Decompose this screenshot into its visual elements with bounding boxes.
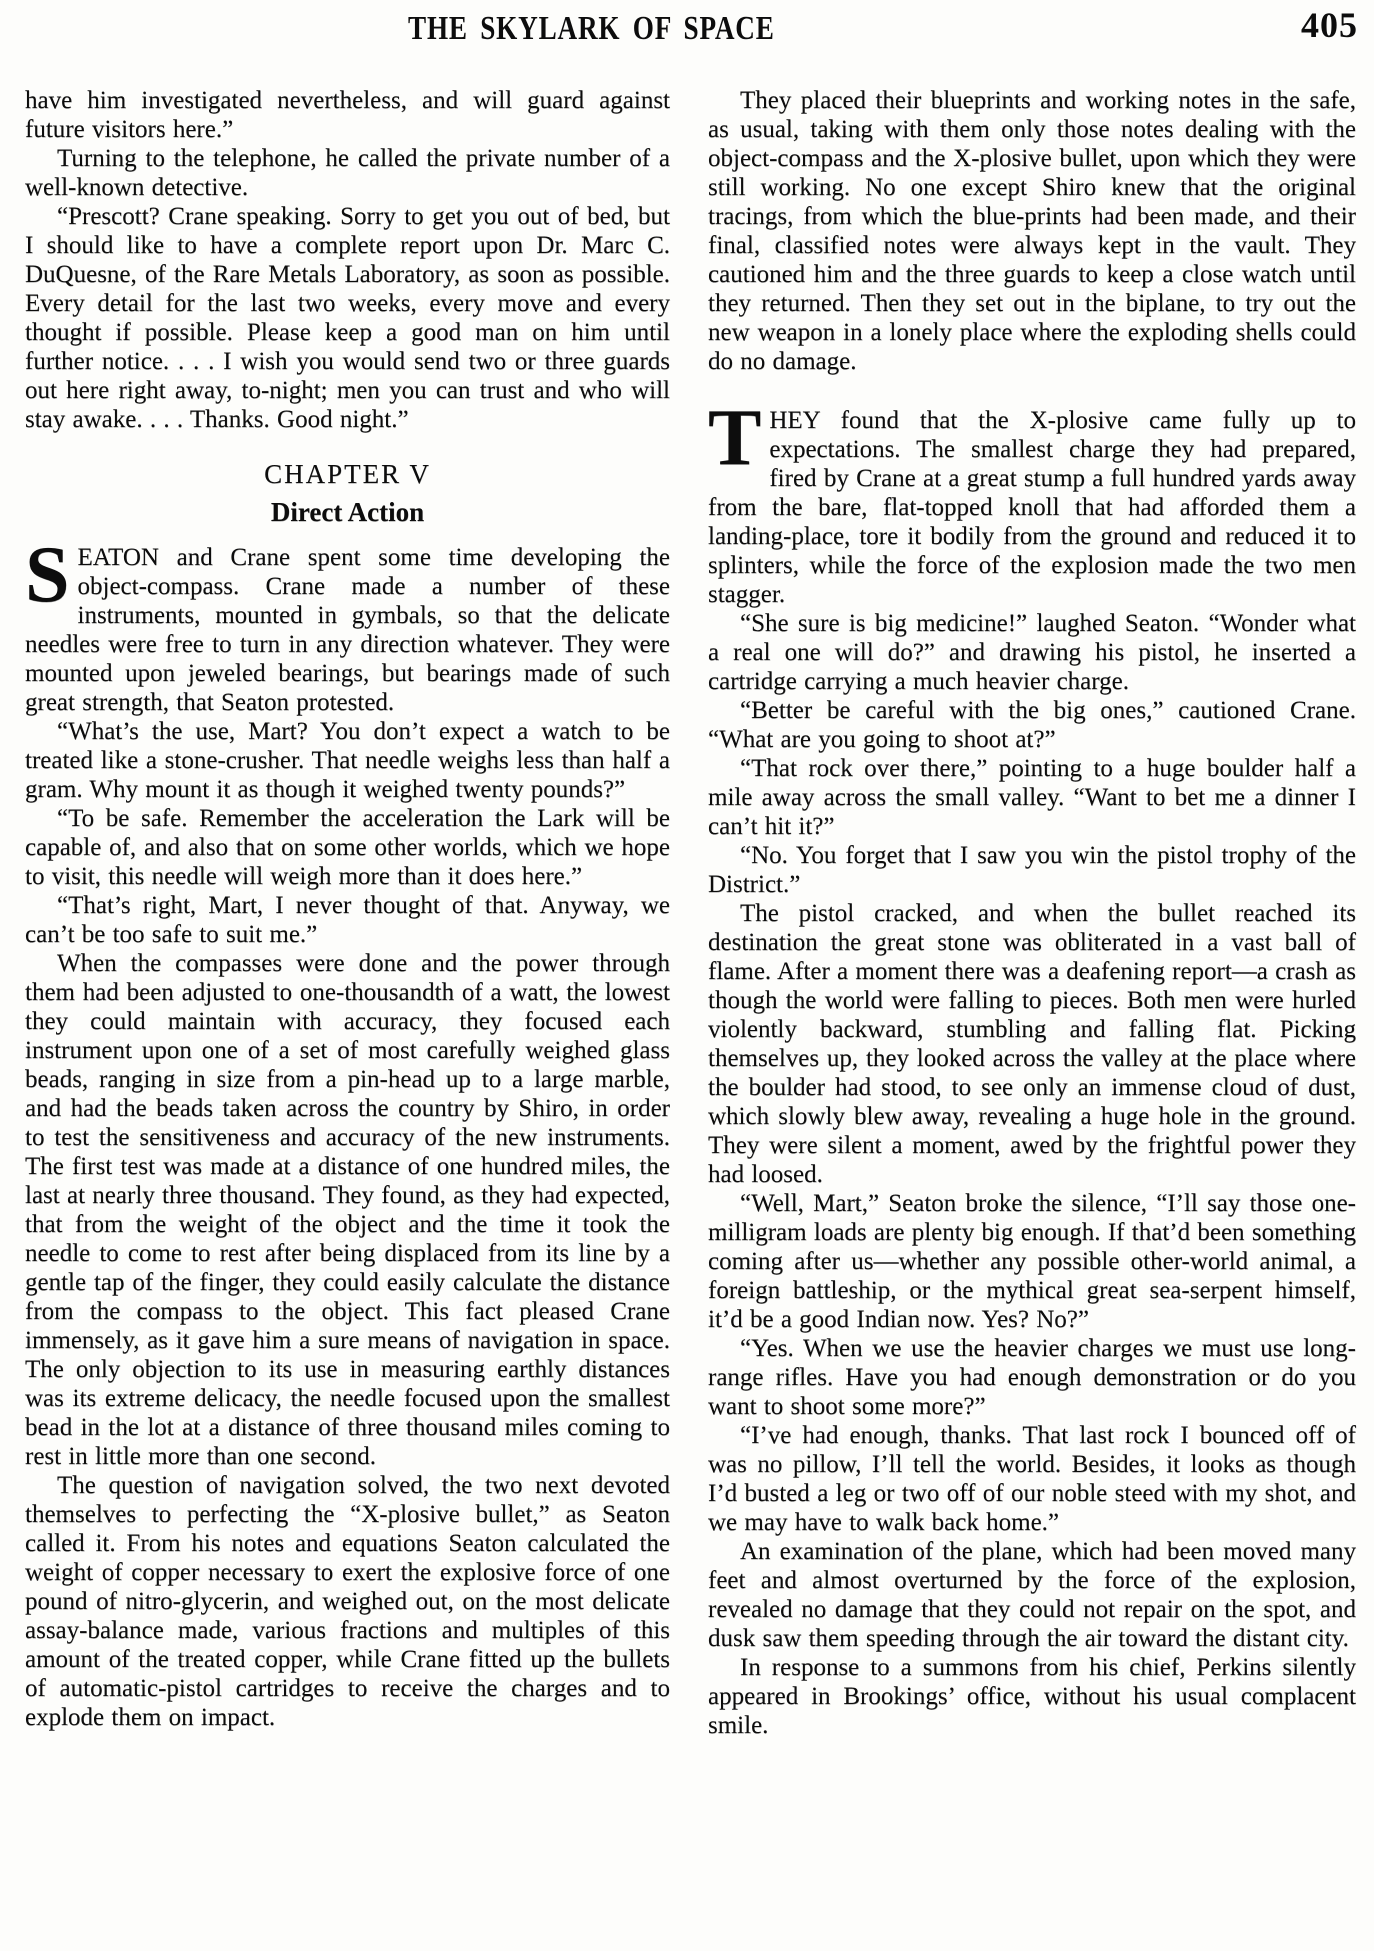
paragraph: They placed their blueprints and working notes in the safe, as usual, taking with them only those notes dealing with the object-compass and the X-plosive bullet, upon which they were still working. No one except Shiro knew that the original tracings, from which the blue-prints had been made, and their final, classified notes were always kept in the vault. They cautioned him and the three guards to keep a close watch until they returned. Then they set out in the biplane, to try out the new weapon in a lonely place where the exploding shells could do no damage. <box>708 87 1356 375</box>
chapter-heading: CHAPTER V <box>264 459 431 489</box>
paragraph: “That’s right, Mart, I never thought of that. Anyway, we can’t be too safe to suit me.” <box>25 892 670 948</box>
paragraph: “No. You forget that I saw you win the pistol trophy of the District.” <box>708 842 1356 898</box>
paragraph: have him investigated nevertheless, and will guard against future visitors here.” <box>25 87 670 143</box>
right-column <box>708 86 1356 1740</box>
paragraph: “Better be careful with the big ones,” cautioned Crane. “What are you going to shoot at?” <box>708 697 1356 753</box>
paragraph: “What’s the use, Mart? You don’t expect a watch to be treated like a stone-crusher. That needle weighs less than half a gram. Why mount it as though it weighed twenty pounds?” <box>25 718 670 803</box>
paragraph: “Prescott? Crane speaking. Sorry to get you out of bed, but I should like to have a complete report upon Dr. Marc C. DuQuesne, of the Rare Metals Laboratory, as soon as possible. Every detail for the last two weeks, every move and every thought if possible. Please keep a good man on him until further notice. . . . I wish you would send two or three guards out here right away, to-night; men you can trust and who will stay awake. . . . Thanks. Good night.” <box>25 203 670 433</box>
paragraph: The question of navigation solved, the two next devoted themselves to perfecting the “X-plosive bullet,” as Seaton called it. From his notes and equations Seaton calculated the weight of copper necessary to exert the explosive force of one pound of nitro-glycerin, and weighed out, on the most delicate assay-balance made, various fractions and multiples of this amount of the treated copper, while Crane fitted up the bullets of automatic-pistol cartridges to receive the charges and to explode them on impact. <box>25 1472 670 1731</box>
paragraph: “She sure is big medicine!” laughed Seaton. “Wonder what a real one will do?” and drawing his pistol, he inserted a cartridge carrying a much heavier charge. <box>708 610 1356 695</box>
paragraph: “I’ve had enough, thanks. That last rock I bounced off of was no pillow, I’ll tell the world. Besides, it looks as though I’d busted a leg or two off of our noble steed with my shot, and we may have to walk back home.” <box>708 1422 1356 1536</box>
page-number: 405 <box>1301 5 1358 45</box>
paragraph <box>708 394 1356 609</box>
chapter-title: Direct Action <box>270 497 425 527</box>
drop-cap-initial: S <box>25 531 70 619</box>
paragraph: An examination of the plane, which had been moved many feet and almost overturned by the force of the explosion, revealed no damage that they could not repair on the spot, and dusk saw them speeding through the air toward the distant city. <box>708 1538 1356 1652</box>
paragraph: “Yes. When we use the heavier charges we must use long-range rifles. Have you had enough demonstration or do you want to shoot some more?” <box>708 1335 1356 1420</box>
paragraph <box>25 531 670 717</box>
drop-cap-initial: T <box>708 394 762 482</box>
paragraph-text: HEY found that the X-plosive came fully up to expectations. The smallest charge they had prepared, fired by Crane at a great stump a full hundred yards away from the bare, flat-topped knoll that had afforded them a landing-place, tore it bodily from the ground and reduced it to splinters, while the force of the explosion made the two men stagger. <box>708 407 1356 608</box>
left-column <box>25 86 670 1740</box>
running-title: THE SKYLARK OF SPACE <box>408 10 775 47</box>
paragraph: In response to a summons from his chief, Perkins silently appeared in Brookings’ office, without his usual complacent smile. <box>708 1654 1356 1739</box>
paragraph: The pistol cracked, and when the bullet reached its destination the great stone was obliterated in a vast ball of flame. After a moment there was a deafening report—a crash as though the world were falling to pieces. Both men were hurled violently backward, stumbling and falling flat. Picking themselves up, they looked across the valley at the place where the boulder had stood, to see only an immense cloud of dust, which slowly blew away, revealing a huge hole in the ground. They were silent a moment, awed by the frightful power they had loosed. <box>708 900 1356 1188</box>
paragraph: “That rock over there,” pointing to a huge boulder half a mile away across the small valley. “Want to bet me a dinner I can’t hit it?” <box>708 755 1356 840</box>
paragraph: “Well, Mart,” Seaton broke the silence, “I’ll say those one-milligram loads are plenty big enough. If that’d been something coming after us—whether any possible other-world animal, a foreign battleship, or the mythical great sea-serpent himself, it’d be a good Indian now. Yes? No?” <box>708 1190 1356 1333</box>
paragraph: When the compasses were done and the power through them had been adjusted to one-thousandth of a watt, the lowest they could maintain with accuracy, they focused each instrument upon one of a set of most carefully weighed glass beads, ranging in size from a pin-head up to a large marble, and had the beads taken across the country by Shiro, in order to test the sensitiveness and accuracy of the new instruments. The first test was made at a distance of one hundred miles, the last at nearly three thousand. They found, as they had expected, that from the weight of the object and the time it took the needle to come to rest after being displaced from its line by a gentle tap of the finger, they could easily calculate the distance from the compass to the object. This fact pleased Crane immensely, as it gave him a sure means of navigation in space. The only objection to its use in measuring earthly distances was its extreme delicacy, the needle focused upon the smallest bead in the lot at a distance of three thousand miles coming to rest in little more than one second. <box>25 950 670 1470</box>
paragraph: “To be safe. Remember the acceleration the Lark will be capable of, and also that on some other worlds, which we hope to visit, this needle will weigh more than it does here.” <box>25 805 670 890</box>
paragraph: Turning to the telephone, he called the private number of a well-known detective. <box>25 145 670 201</box>
paragraph-text: EATON and Crane spent some time developing the object-compass. Crane made a number of these instruments, mounted in gymbals, so that the delicate needles were free to turn in any direction whatever. They were mounted upon jeweled bearings, but bearings made of such great strength, that Seaton protested. <box>25 544 670 716</box>
text-columns <box>25 86 1356 1740</box>
